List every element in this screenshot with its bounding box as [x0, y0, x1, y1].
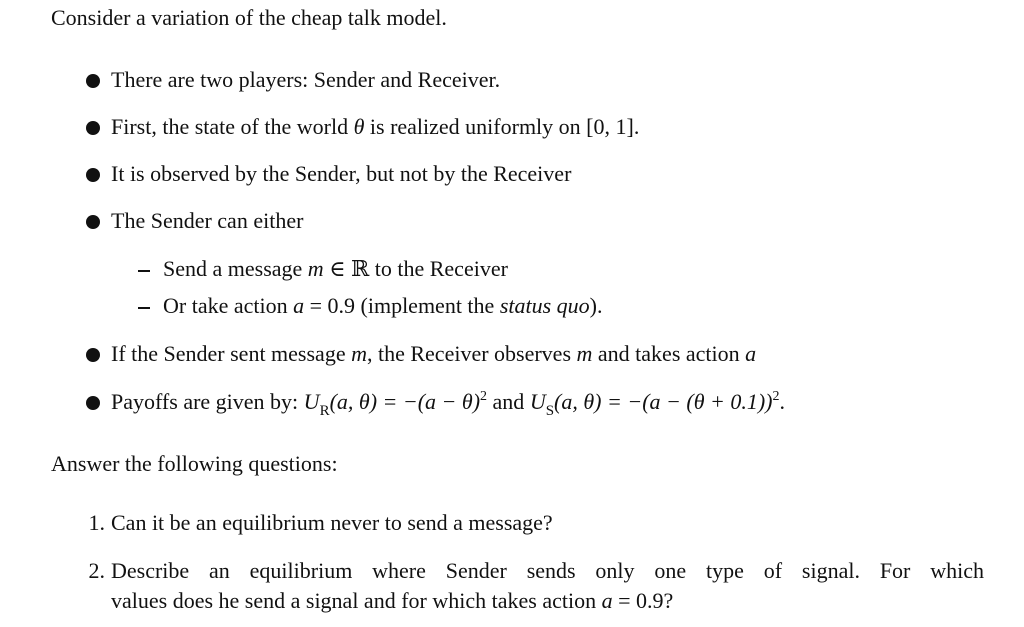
sender-utility-subscript: S	[545, 403, 555, 419]
subitem-send-mid: ∈ ℝ to the Receiver	[323, 256, 508, 281]
subitem-send-message	[163, 256, 508, 282]
bullet-payoffs	[111, 389, 785, 419]
square-exponent: 2	[772, 389, 780, 404]
intro-text: Consider a variation of the cheap talk model.	[51, 5, 447, 30]
var-a: a	[601, 588, 613, 613]
bullet-marker	[86, 168, 100, 182]
bullet-marker	[86, 215, 100, 229]
var-a: a	[293, 293, 305, 318]
sender-utility-symbol: U	[529, 389, 546, 414]
receiver-mid2: and takes action	[592, 341, 746, 366]
question-2-line2-pre: values does he send a signal and for which takes action	[111, 588, 602, 613]
answer-intro: Answer the following questions:	[51, 451, 338, 476]
question-2-line2-post: = 0.9?	[612, 588, 674, 613]
var-a: a	[745, 341, 757, 366]
question-number: 1.	[88, 510, 105, 535]
receiver-pre: If the Sender sent message	[111, 341, 352, 366]
square-exponent: 2	[480, 389, 488, 404]
subitem-action-post: ).	[589, 293, 603, 318]
subitem-action-mid: = 0.9 (implement the	[304, 293, 500, 318]
bullet-observed: It is observed by the Sender, but not by the Receiver	[111, 161, 572, 186]
receiver-utility-args: (a, θ) = −(a − θ)	[329, 389, 481, 414]
bullet-state-pre: First, the state of the world	[111, 114, 354, 139]
dash-marker	[138, 307, 150, 309]
var-m: m	[351, 341, 367, 366]
receiver-utility-subscript: R	[319, 403, 330, 419]
receiver-mid: , the Receiver observes	[366, 341, 577, 366]
bullet-receiver-action	[111, 341, 756, 367]
payoffs-end: .	[779, 389, 785, 414]
payoffs-pre: Payoffs are given by:	[111, 389, 304, 414]
subitem-take-action	[163, 293, 603, 319]
bullet-marker	[86, 74, 100, 88]
receiver-utility-symbol: U	[303, 389, 320, 414]
theta-symbol: θ	[353, 114, 365, 139]
question-1: Can it be an equilibrium never to send a message?	[111, 510, 553, 535]
subitem-send-pre: Send a message	[163, 256, 308, 281]
sender-utility-args: (a, θ) = −(a − (θ + 0.1))	[554, 389, 773, 414]
var-m: m	[576, 341, 593, 366]
payoffs-and: and	[487, 389, 530, 414]
subitem-action-pre: Or take action	[163, 293, 294, 318]
question-number: 2.	[88, 558, 105, 583]
bullet-marker	[86, 396, 100, 410]
status-quo-emphasis: status quo	[499, 293, 590, 318]
bullet-marker	[86, 348, 100, 362]
dash-marker	[138, 270, 150, 272]
question-2-line1: Describe an equilibrium where Sender sends only one type of signal. For which	[111, 558, 984, 583]
bullet-marker	[86, 121, 100, 135]
bullet-state	[111, 114, 639, 140]
var-m: m	[307, 256, 324, 281]
bullet-players: There are two players: Sender and Receiver.	[111, 67, 501, 92]
bullet-sender-can: The Sender can either	[111, 208, 304, 233]
bullet-state-post: is realized uniformly on [0, 1].	[364, 114, 640, 139]
question-2-line2	[111, 588, 673, 614]
